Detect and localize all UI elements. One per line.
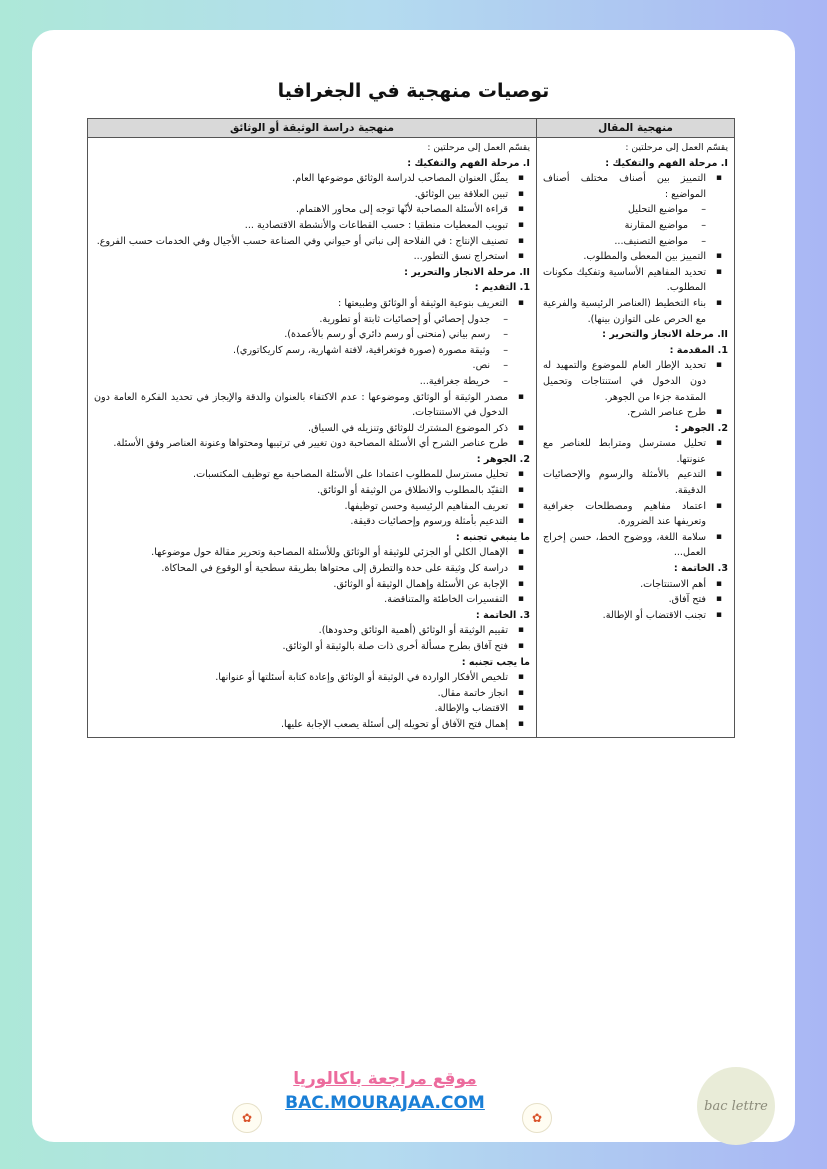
- list-item: ▪ تحديد الإطار العام للموضوع والتمهيد له دون الدخول في استنتاجات وتحميل المقدمة جزءا من الجوهر.: [543, 358, 728, 405]
- article-conclusion-list: [543, 577, 728, 624]
- article-intro: يقسّم العمل إلى مرحلتين :: [625, 142, 728, 153]
- list-item: ▪ انجاز خاتمة مقال.: [94, 686, 530, 702]
- document-must-avoid-title: ما يجب تجنبه :: [461, 656, 530, 668]
- list-item: – وثيقة مصورة (صورة فوتغرافية، لافتة اشهارية، رسم كاريكاتوري).: [94, 343, 530, 359]
- document-phase1-list: [94, 171, 530, 265]
- list-item: – نص.: [94, 358, 530, 374]
- document-intro-list-2: [94, 390, 530, 452]
- page-title: توصيات منهجية في الجغرافيا: [277, 80, 550, 102]
- article-topic-types: [543, 202, 728, 249]
- document-conclusion-title: 3. الخاتمة :: [475, 609, 530, 621]
- list-item: ▪ التعريف بنوعية الوثيقة أو الوثائق وطبيعتها :: [94, 296, 530, 312]
- list-item: ▪ يمثّل العنوان المصاحب لدراسة الوثائق موضوعها العام.: [94, 171, 530, 187]
- article-phase1-title: I. مرحلة الفهم والتفكيك :: [605, 157, 728, 169]
- list-item: ▪ دراسة كل وثيقة على حدة والتطرق إلى محتواها بطريقة سطحية أو الوقوع في المحاكاة.: [94, 561, 530, 577]
- site-footer: [250, 1069, 520, 1113]
- list-item: ▪ التدعيم بالأمثلة والرسوم والإحصائيات الدقيقة.: [543, 467, 728, 498]
- document-intro: يقسّم العمل إلى مرحلتين :: [427, 142, 530, 153]
- document-core-list: [94, 467, 530, 529]
- list-item: ▪ اعتماد مفاهيم ومصطلحات جغرافية وتعريفها عند الضرورة.: [543, 499, 728, 530]
- list-item: – مواضيع التحليل: [543, 202, 728, 218]
- document-phase2-title: II. مرحلة الانجاز والتحرير :: [404, 266, 530, 278]
- document-intro-list: [94, 296, 530, 312]
- document-intro-title: 1. التقديم :: [474, 282, 530, 294]
- article-column: [537, 138, 735, 738]
- list-item: ▪ الاقتضاب والإطالة.: [94, 701, 530, 717]
- list-item: ▪ تجنب الاقتضاب أو الإطالة.: [543, 608, 728, 624]
- list-item: ▪ فتح آفاق بطرح مسألة أخرى ذات صلة بالوثيقة أو الوثائق.: [94, 639, 530, 655]
- list-item: ▪ التقيّد بالمطلوب والانطلاق من الوثيقة أو الوثائق.: [94, 483, 530, 499]
- site-url-link[interactable]: BAC.MOURAJAA.COM: [285, 1093, 485, 1113]
- list-item: ▪ الإهمال الكلي أو الجزئي للوثيقة أو الوثائق وللأسئلة المصاحبة وتحرير مقالة حول موضوعها.: [94, 545, 530, 561]
- list-item: – جدول إحصائي أو إحصائيات ثابتة أو تطورية.: [94, 312, 530, 328]
- document-avoid-title: ما ينبغي تجنبه :: [455, 531, 530, 543]
- list-item: ▪ التمييز بين المعطى والمطلوب.: [543, 249, 728, 265]
- list-item: ▪ تقييم الوثيقة أو الوثائق (أهمية الوثائق وحدودها).: [94, 623, 530, 639]
- list-item: ▪ طرح عناصر الشرح أي الأسئلة المصاحبة دون تغيير في ترتيبها ومحتواها وعنونة العناصر وفق الأسئلة.: [94, 436, 530, 452]
- list-item: ▪ قراءة الأسئلة المصاحبة لأنّها توجه إلى محاور الاهتمام.: [94, 202, 530, 218]
- list-item: ▪ تحليل مسترسل للمطلوب اعتمادا على الأسئلة المصاحبة مع توظيف المكتسبات.: [94, 467, 530, 483]
- list-item: ▪ فتح آفاق.: [543, 592, 728, 608]
- document-avoid-list: [94, 545, 530, 607]
- list-item: ▪ التدعيم بأمثلة ورسوم وإحصائيات دقيقة.: [94, 514, 530, 530]
- site-logo-icon: ✿: [232, 1103, 262, 1133]
- document-phase1-title: I. مرحلة الفهم والتفكيك :: [407, 157, 530, 169]
- list-item: – مواضيع التصنيف...: [543, 234, 728, 250]
- list-item: ▪ مصدر الوثيقة أو الوثائق وموضوعها : عدم الاكتفاء بالعنوان والدقة والإيجاز في تحديد الفكرة العامة دون الدخول في الاستنتاجات.: [94, 390, 530, 421]
- list-item: ▪ تصنيف الإنتاج : في الفلاحة إلى نباتي أو حيواني وفي الصناعة حسب الأجيال وفي الخدمات حسب الفروع.: [94, 234, 530, 250]
- list-item: ▪ الإجابة عن الأسئلة وإهمال الوثيقة أو الوثائق.: [94, 577, 530, 593]
- article-core-list: [543, 436, 728, 561]
- list-item: ▪ تحديد المفاهيم الأساسية وتفكيك مكونات المطلوب.: [543, 265, 728, 296]
- document-types-list: [94, 312, 530, 390]
- list-item: ▪ التمييز بين أصناف مختلف أصناف المواضيع :: [543, 171, 728, 202]
- list-item: – خريطة جغرافية...: [94, 374, 530, 390]
- list-item: ▪ تلخيص الأفكار الواردة في الوثيقة أو الوثائق وإعادة كتابة أسئلتها أو عنوانها.: [94, 670, 530, 686]
- article-intro-title: 1. المقدمة :: [669, 344, 728, 356]
- document-conclusion-list: [94, 623, 530, 654]
- list-item: ▪ بناء التخطيط (العناصر الرئيسية والفرعية مع الحرص على التوازن بينها).: [543, 296, 728, 327]
- document-column: [88, 138, 537, 738]
- list-item: ▪ تحليل مسترسل ومترابط للعناصر مع عنونتها.: [543, 436, 728, 467]
- document-must-avoid-list: [94, 670, 530, 732]
- list-item: ▪ ذكر الموضوع المشترك للوثائق وتنزيله في السياق.: [94, 421, 530, 437]
- list-item: – رسم بياني (منحنى أو رسم دائري أو رسم بالأعمدة).: [94, 327, 530, 343]
- article-core-title: 2. الجوهر :: [674, 422, 728, 434]
- document-page: [32, 30, 795, 1142]
- list-item: ▪ التفسيرات الخاطئة والمتناقضة.: [94, 592, 530, 608]
- header-article: منهجية المقال: [537, 119, 735, 138]
- bac-lettre-logo: bac lettre: [697, 1067, 775, 1145]
- article-intro-list: [543, 358, 728, 420]
- list-item: ▪ سلامة اللغة، ووضوح الخط، حسن إخراج العمل...: [543, 530, 728, 561]
- list-item: – مواضيع المقارنة: [543, 218, 728, 234]
- methodology-table: [87, 118, 735, 738]
- article-conclusion-title: 3. الخاتمة :: [673, 563, 728, 575]
- article-phase2-title: II. مرحلة الانجاز والتحرير :: [602, 329, 728, 341]
- list-item: ▪ طرح عناصر الشرح.: [543, 405, 728, 421]
- article-phase1-list-2: [543, 249, 728, 327]
- list-item: ▪ إهمال فتح الآفاق أو تحويله إلى أسئلة يصعب الإجابة عليها.: [94, 717, 530, 733]
- list-item: ▪ تعريف المفاهيم الرئيسية وحسن توظيفها.: [94, 499, 530, 515]
- site-name-link[interactable]: موقع مراجعة باكالوريا: [293, 1069, 477, 1089]
- list-item: ▪ أهم الاستنتاجات.: [543, 577, 728, 593]
- article-phase1-list: [543, 171, 728, 202]
- site-logo-icon: ✿: [522, 1103, 552, 1133]
- list-item: ▪ استخراج نسق التطور...: [94, 249, 530, 265]
- list-item: ▪ تبين العلاقة بين الوثائق.: [94, 187, 530, 203]
- document-core-title: 2. الجوهر :: [476, 453, 530, 465]
- list-item: ▪ تبويب المعطيات منطقيا : حسب القطاعات والأنشطة الاقتصادية ...: [94, 218, 530, 234]
- header-document: منهجية دراسة الوثيقة أو الوثائق: [88, 119, 537, 138]
